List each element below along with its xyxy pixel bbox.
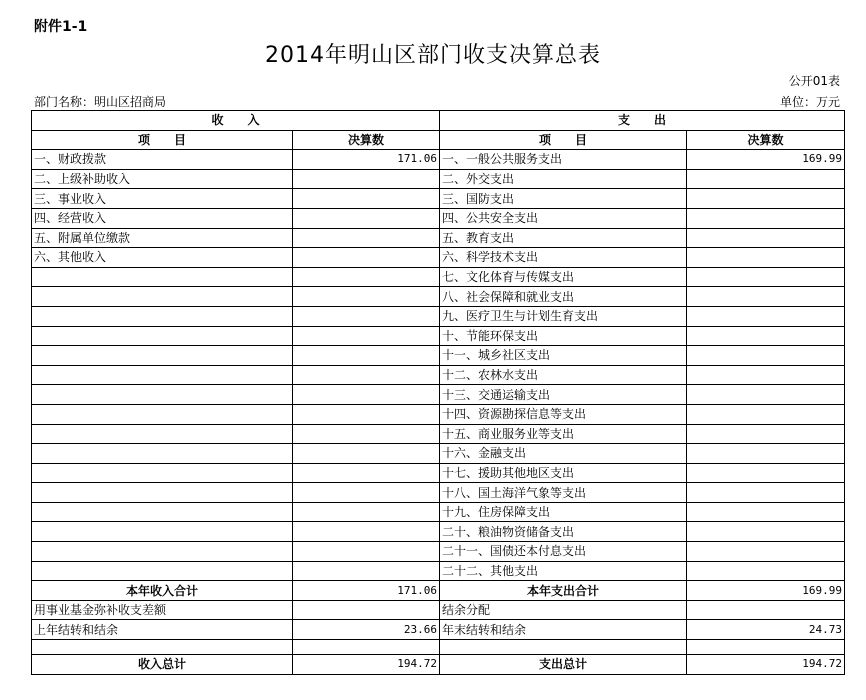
expense-item-name: 十八、国土海洋气象等支出 [440, 483, 687, 503]
expense-item-name: 一、一般公共服务支出 [440, 150, 687, 170]
expense-item-name: 七、文化体育与传媒支出 [440, 267, 687, 287]
expense-item-value [687, 365, 845, 385]
surplus-distribution-label: 结余分配 [440, 600, 687, 620]
expense-item-value [687, 189, 845, 209]
income-item-value [293, 404, 440, 424]
income-item-value [293, 346, 440, 366]
department-label: 部门名称：明山区招商局 [34, 95, 167, 109]
income-item-value [293, 365, 440, 385]
surplus-distribution-value [687, 600, 845, 620]
expense-item-value [687, 248, 845, 268]
expense-item-name: 十一、城乡社区支出 [440, 346, 687, 366]
income-item-value [293, 306, 440, 326]
income-item-name [32, 326, 293, 346]
income-item-value [293, 169, 440, 189]
fund-offset-value [293, 600, 440, 620]
income-total-value: 194.72 [293, 655, 440, 675]
fund-offset-label: 用事业基金弥补收支差额 [32, 600, 293, 620]
table-row [32, 306, 845, 326]
prior-carryover-value: 23.66 [293, 620, 440, 640]
income-item-name: 一、财政拨款 [32, 150, 293, 170]
table-row [32, 189, 845, 209]
income-item-name [32, 502, 293, 522]
income-subtotal-value: 171.06 [293, 581, 440, 601]
expense-item-value [687, 522, 845, 542]
spacer-cell [32, 640, 293, 655]
expense-item-name: 十四、资源勘探信息等支出 [440, 404, 687, 424]
income-item-value [293, 267, 440, 287]
expense-item-name: 九、医疗卫生与计划生育支出 [440, 306, 687, 326]
attachment-label: 附件1-1 [34, 19, 88, 35]
expense-item-value [687, 385, 845, 405]
expense-item-name: 十五、商业服务业等支出 [440, 424, 687, 444]
form-number: 公开01表 [788, 74, 840, 88]
income-item-value [293, 424, 440, 444]
income-item-value [293, 385, 440, 405]
expense-item-name: 十、节能环保支出 [440, 326, 687, 346]
income-item-name: 六、其他收入 [32, 248, 293, 268]
expense-item-value [687, 542, 845, 562]
income-item-name: 二、上级补助收入 [32, 169, 293, 189]
income-item-name [32, 267, 293, 287]
spacer-cell [687, 640, 845, 655]
expense-item-name: 十三、交通运输支出 [440, 385, 687, 405]
expense-item-header: 项 目 [440, 130, 687, 150]
expense-item-name: 十二、农林水支出 [440, 365, 687, 385]
table-row [32, 267, 845, 287]
table-row [32, 404, 845, 424]
table-row [32, 483, 845, 503]
page-title: 2014年明山区部门收支决算总表 [265, 43, 601, 68]
expense-item-name: 二十二、其他支出 [440, 561, 687, 581]
expense-item-name: 十九、住房保障支出 [440, 502, 687, 522]
expense-item-value [687, 306, 845, 326]
expense-subtotal-value: 169.99 [687, 581, 845, 601]
income-item-value [293, 189, 440, 209]
table-row [32, 502, 845, 522]
expense-item-name: 十六、金融支出 [440, 444, 687, 464]
prior-carryover-label: 上年结转和结余 [32, 620, 293, 640]
spacer-cell [440, 640, 687, 655]
table-row [32, 248, 845, 268]
expense-total-label: 支出总计 [440, 655, 687, 675]
expense-item-value [687, 444, 845, 464]
income-item-name [32, 424, 293, 444]
income-item-value [293, 502, 440, 522]
income-item-value [293, 522, 440, 542]
income-subtotal-label: 本年收入合计 [32, 581, 293, 601]
expense-item-value [687, 502, 845, 522]
expense-item-value [687, 346, 845, 366]
table-row [32, 542, 845, 562]
income-item-name [32, 306, 293, 326]
expense-item-value [687, 208, 845, 228]
income-item-name [32, 463, 293, 483]
expense-item-name: 二十、粮油物资储备支出 [440, 522, 687, 542]
expense-item-name: 六、科学技术支出 [440, 248, 687, 268]
table-row [32, 561, 845, 581]
income-item-name: 五、附属单位缴款 [32, 228, 293, 248]
income-item-name [32, 287, 293, 307]
expense-item-value [687, 561, 845, 581]
income-item-value [293, 326, 440, 346]
income-item-name [32, 542, 293, 562]
income-item-value [293, 561, 440, 581]
expense-item-name: 五、教育支出 [440, 228, 687, 248]
expense-item-name: 四、公共安全支出 [440, 208, 687, 228]
table-row [32, 444, 845, 464]
expense-item-name: 二、外交支出 [440, 169, 687, 189]
income-item-value [293, 228, 440, 248]
table-row [32, 522, 845, 542]
income-item-name [32, 404, 293, 424]
table-row [32, 208, 845, 228]
table-row [32, 365, 845, 385]
income-item-name [32, 522, 293, 542]
table-row [32, 346, 845, 366]
table-row [32, 326, 845, 346]
expense-total-value: 194.72 [687, 655, 845, 675]
expense-item-value [687, 483, 845, 503]
income-item-name [32, 346, 293, 366]
expense-item-value [687, 228, 845, 248]
table-row [32, 287, 845, 307]
table-row [32, 228, 845, 248]
income-total-label: 收入总计 [32, 655, 293, 675]
income-item-value [293, 463, 440, 483]
expense-item-value: 169.99 [687, 150, 845, 170]
income-item-value [293, 287, 440, 307]
expense-item-value [687, 169, 845, 189]
income-item-value [293, 444, 440, 464]
expense-item-name: 二十一、国债还本付息支出 [440, 542, 687, 562]
income-item-name: 三、事业收入 [32, 189, 293, 209]
table-row [32, 424, 845, 444]
income-item-name [32, 561, 293, 581]
income-item-value [293, 248, 440, 268]
expense-item-name: 十七、援助其他地区支出 [440, 463, 687, 483]
income-item-value [293, 542, 440, 562]
unit-label: 单位：万元 [779, 95, 840, 109]
table-row [32, 150, 845, 170]
spacer-cell [293, 640, 440, 655]
expense-item-name: 三、国防支出 [440, 189, 687, 209]
year-end-carryover-label: 年末结转和结余 [440, 620, 687, 640]
income-item-name [32, 365, 293, 385]
income-item-name [32, 385, 293, 405]
expense-item-value [687, 267, 845, 287]
expense-section-header: 支 出 [440, 111, 845, 131]
income-item-value [293, 208, 440, 228]
budget-table [31, 110, 845, 675]
income-item-value [293, 483, 440, 503]
expense-item-value [687, 404, 845, 424]
year-end-carryover-value: 24.73 [687, 620, 845, 640]
table-row [32, 169, 845, 189]
expense-amount-header: 决算数 [687, 130, 845, 150]
expense-subtotal-label: 本年支出合计 [440, 581, 687, 601]
income-amount-header: 决算数 [293, 130, 440, 150]
income-item-name: 四、经营收入 [32, 208, 293, 228]
table-row [32, 385, 845, 405]
expense-item-value [687, 287, 845, 307]
expense-item-name: 八、社会保障和就业支出 [440, 287, 687, 307]
income-item-header: 项 目 [32, 130, 293, 150]
income-item-name [32, 444, 293, 464]
expense-item-value [687, 326, 845, 346]
expense-item-value [687, 424, 845, 444]
table-row [32, 463, 845, 483]
income-item-name [32, 483, 293, 503]
income-item-value: 171.06 [293, 150, 440, 170]
income-section-header: 收 入 [32, 111, 440, 131]
expense-item-value [687, 463, 845, 483]
